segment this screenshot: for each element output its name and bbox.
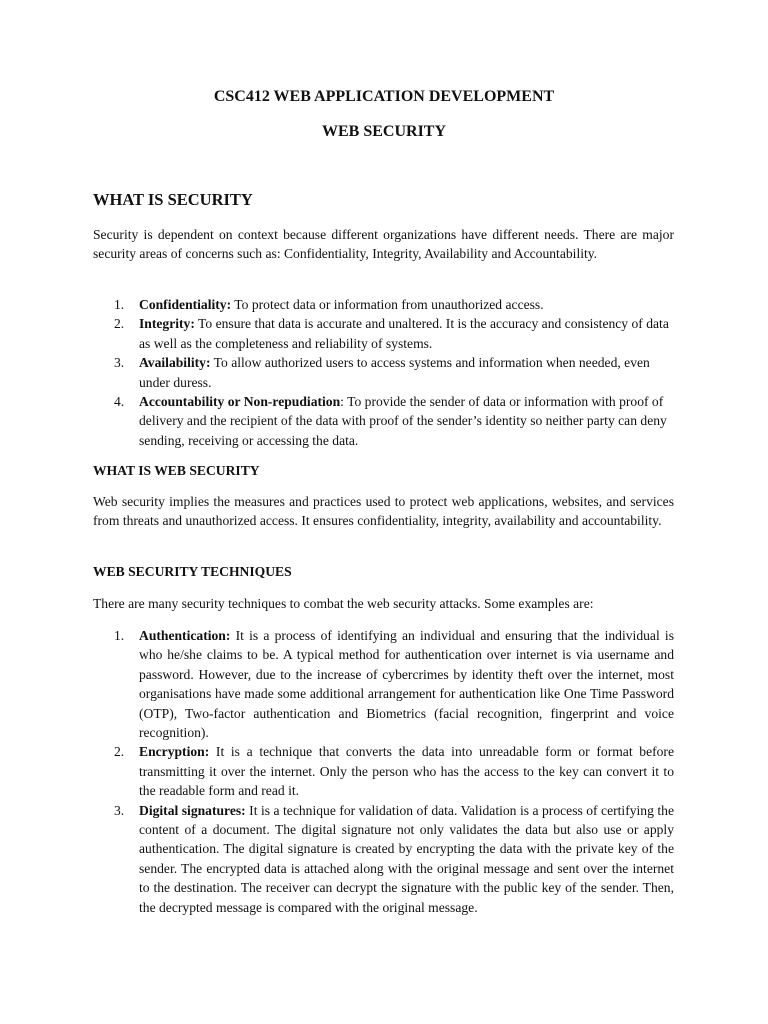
list-item-text: It is a technique that converts the data into unreadable form or format before transmitting it over the internet. Only the person who has the access to the key can convert it to the readable form and read it.	[139, 744, 674, 799]
list-item-text: To allow authorized users to access systems and information when needed, even under duress.	[139, 355, 650, 390]
document-subtitle: WEB SECURITY	[321, 123, 447, 140]
list-item	[114, 314, 674, 353]
list-item-term: Confidentiality:	[139, 297, 232, 312]
web-security-paragraph: Web security implies the measures and practices used to protect web applications, websites, and services from threats and unauthorized access. It ensures confidentiality, integrity, availability and accountability.	[93, 494, 674, 529]
list-item	[114, 742, 674, 800]
list-item-term: Availability:	[139, 355, 211, 371]
list-item	[114, 801, 674, 917]
list-item-term: Encryption:	[139, 744, 210, 760]
security-intro-paragraph: Security is dependent on context because different organizations have different needs. There are major security areas of concerns such as: Confidentiality, Integrity, Availability and Accountability.	[93, 227, 674, 262]
document-title: CSC412 WEB APPLICATION DEVELOPMENT	[213, 88, 555, 105]
list-item-number: 3.	[114, 802, 125, 818]
list-item	[114, 353, 674, 392]
list-item-term: Digital signatures:	[139, 802, 246, 818]
list-item-term: Integrity:	[139, 316, 195, 332]
list-item-term: Authentication:	[139, 628, 231, 643]
techniques-intro-paragraph: There are many security techniques to combat the web security attacks. Some examples are:	[93, 596, 594, 611]
list-item-text: It is a technique for validation of data. Validation is a process of certifying the content of a document. The digital signature not only validates the data but also use or apply authentication. The digital signature is created by encrypting the data with the private key of the sender. The encrypted data is attached along with the original message and sent over the internet to the destination. The receiver can decrypt the signature with the public key of the sender. Then, the decrypted message is compared with the original message.	[139, 802, 674, 915]
list-item	[114, 295, 674, 314]
techniques-list	[114, 626, 674, 917]
list-item-number: 1.	[114, 297, 125, 312]
list-item	[114, 392, 674, 450]
list-item-text: : To provide the sender of data or information with proof of delivery and the recipient of the data with proof of the sender’s identity so neither party can deny sending, receiving or accessing the data.	[139, 394, 667, 448]
heading-what-is-web-security: WHAT IS WEB SECURITY	[93, 463, 260, 478]
list-item-number: 3.	[114, 355, 125, 371]
security-areas-list	[114, 295, 674, 450]
list-item-number: 4.	[114, 394, 125, 410]
list-item-number: 2.	[114, 744, 125, 760]
list-item-term: Accountability or Non-repudiation	[139, 394, 341, 410]
list-item-text: To ensure that data is accurate and unaltered. It is the accuracy and consistency of data as well as the completeness and reliability of systems.	[139, 316, 669, 351]
list-item-text: It is a process of identifying an individual and ensuring that the individual is who he/she claims to be. A typical method for authentication over internet is via username and password. However, due to the increase of cybercrimes by identity theft over the internet, most organisations have made some additional arrangement for authentication like One Time Password (OTP), Two-factor authentication and Biometrics (facial recognition, fingerprint and voice recognition).	[139, 628, 674, 741]
list-item-number: 2.	[114, 316, 125, 332]
list-item-number: 1.	[114, 628, 125, 643]
list-item-text: To protect data or information from unauthorized access.	[231, 297, 544, 312]
list-item	[114, 626, 674, 742]
heading-what-is-security: WHAT IS SECURITY	[93, 190, 253, 209]
heading-web-security-techniques: WEB SECURITY TECHNIQUES	[93, 564, 292, 579]
